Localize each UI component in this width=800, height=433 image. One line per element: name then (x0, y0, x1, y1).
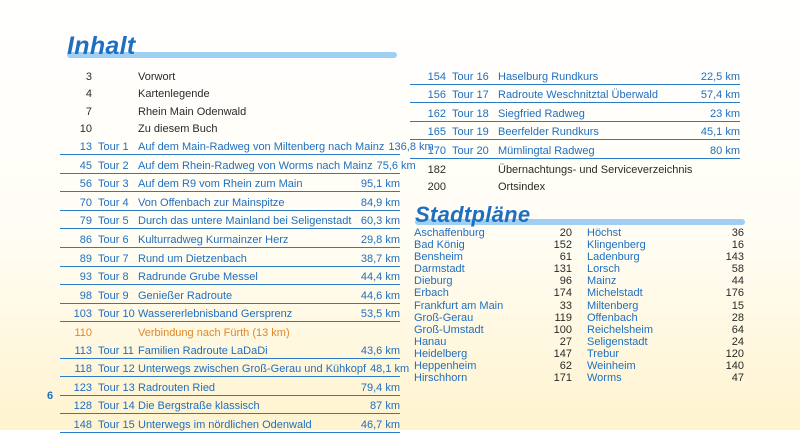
city-page: 96 (559, 275, 572, 288)
contents-entry (410, 177, 740, 195)
entry-page: 13 (79, 140, 92, 153)
entry-page: 113 (74, 344, 92, 357)
city-name: Höchst (587, 227, 622, 239)
city-name: Weinheim (587, 360, 636, 373)
tour-entry (410, 66, 740, 85)
entry-tour: Tour 19 (452, 126, 489, 139)
entry-page: 98 (79, 289, 92, 302)
entry-distance: 29,8 km (360, 233, 400, 246)
city-name: Ladenburg (587, 251, 640, 264)
city-name: Trebur (587, 347, 619, 360)
tour-entry (60, 211, 400, 230)
entry-page: 182 (427, 163, 446, 176)
city-name: Groß-Gerau (414, 311, 474, 324)
entry-tour: Tour 9 (98, 289, 129, 302)
tour-entry (410, 103, 740, 122)
entry-distance: 22,5 km (700, 70, 740, 83)
tour-entry (60, 248, 400, 267)
entry-page: 123 (73, 381, 92, 394)
entry-tour: Tour 18 (452, 107, 489, 120)
tour-entry (60, 285, 400, 304)
tour-entry (60, 396, 400, 415)
city-map-entry (587, 348, 744, 360)
entry-tour: Tour 10 (98, 308, 135, 321)
entry-distance: 84,9 km (360, 196, 400, 209)
city-page: 100 (553, 323, 572, 336)
entry-title: Rhein Main Odenwald (138, 105, 247, 118)
tour-entry (410, 140, 740, 159)
city-name: Bensheim (414, 251, 463, 264)
entry-title: Zu diesem Buch (138, 123, 218, 136)
tour-entry (60, 377, 400, 396)
contents-entry (410, 159, 740, 177)
city-page: 143 (725, 251, 744, 264)
city-page: 24 (731, 335, 744, 348)
tour-entry (60, 136, 434, 155)
city-name: Hirschhorn (414, 372, 468, 385)
entry-distance: 38,7 km (360, 252, 400, 265)
contents-entry (60, 66, 400, 84)
city-map-entry (587, 239, 744, 251)
tour-entry (60, 304, 400, 323)
entry-distance: 57,4 km (700, 89, 740, 102)
city-page: 119 (554, 311, 572, 324)
contents-entry (60, 322, 400, 340)
entry-title: Wassererlebnisband Gersprenz (138, 308, 293, 321)
city-page: 131 (553, 263, 572, 276)
city-page: 61 (559, 251, 572, 264)
city-name: Reichelsheim (587, 323, 654, 336)
city-name: Worms (587, 372, 622, 385)
entry-title: Familien Radroute LaDaDi (138, 344, 268, 357)
entry-page: 7 (85, 105, 92, 118)
entry-title: Auf dem R9 vom Rhein zum Main (138, 178, 303, 191)
entry-title: Radrouten Ried (138, 381, 216, 394)
city-map-entry (414, 287, 572, 299)
entry-title: Genießer Radroute (138, 289, 233, 302)
city-map-entry (587, 336, 744, 348)
city-page: 176 (725, 287, 744, 300)
city-page: 64 (731, 323, 744, 336)
entry-title: Unterwegs im nördlichen Odenwald (138, 418, 312, 431)
city-map-entry (587, 324, 744, 336)
entry-title: Radroute Weschnitztal Überwald (498, 89, 658, 102)
city-maps-list-a (414, 227, 572, 384)
entry-page: 4 (85, 88, 92, 101)
city-page: 33 (559, 299, 572, 312)
city-page: 28 (731, 311, 744, 324)
tour-entry (60, 155, 416, 174)
entry-title: Rund um Dietzenbach (138, 252, 247, 265)
city-map-entry (414, 275, 572, 287)
entry-tour: Tour 4 (98, 196, 129, 209)
entry-distance: 43,6 km (360, 344, 400, 357)
entry-tour: Tour 17 (452, 89, 489, 102)
city-name: Darmstadt (414, 263, 465, 276)
entry-distance: 53,5 km (360, 308, 400, 321)
city-page: 58 (731, 263, 744, 276)
contents-heading (67, 32, 135, 61)
entry-title: Kartenlegende (138, 88, 210, 101)
city-name: Groß-Umstadt (414, 323, 484, 336)
city-page: 171 (553, 372, 572, 385)
entry-title: Auf dem Main-Radweg von Miltenberg nach Mainz (138, 140, 385, 153)
tour-entry (60, 267, 400, 286)
city-page: 15 (731, 299, 744, 312)
entry-distance: 44,6 km (360, 289, 400, 302)
entry-tour: Tour 13 (98, 381, 135, 394)
entry-distance: 23 km (710, 107, 740, 120)
tour-entry (60, 192, 400, 211)
entry-distance: 44,4 km (360, 271, 400, 284)
city-map-entry (414, 300, 572, 312)
city-map-entry (414, 263, 572, 275)
entry-distance: 60,3 km (360, 215, 400, 228)
entry-distance: 136,8 km (388, 140, 434, 153)
tour-entry (60, 414, 400, 433)
contents-heading-text: Inhalt (67, 32, 136, 60)
entry-distance: 79,4 km (360, 381, 400, 394)
city-page: 47 (731, 372, 744, 385)
entry-page: 70 (79, 196, 92, 209)
entry-page: 93 (79, 271, 92, 284)
city-name: Miltenberg (587, 299, 639, 312)
city-name: Erbach (414, 287, 449, 300)
contents-entry (60, 119, 400, 137)
tour-entry (410, 122, 740, 141)
entry-page: 148 (73, 418, 92, 431)
entry-title: Durch das untere Mainland bei Seligenstadt (138, 215, 352, 228)
city-page: 140 (725, 360, 744, 373)
city-page: 36 (731, 227, 744, 239)
entry-tour: Tour 14 (98, 400, 135, 413)
city-name: Bad König (414, 239, 465, 252)
entry-title: Mümlingtal Radweg (498, 144, 595, 157)
entry-title: Radrunde Grube Messel (138, 271, 258, 284)
tour-entry (60, 174, 400, 193)
entry-title: Beerfelder Rundkurs (498, 126, 599, 139)
entry-tour: Tour 2 (98, 159, 129, 172)
city-map-entry (587, 251, 744, 263)
contents-entry (60, 101, 400, 119)
entry-page: 200 (427, 181, 446, 194)
entry-page: 118 (74, 363, 92, 376)
city-name: Michelstadt (587, 287, 643, 300)
entry-page: 103 (73, 308, 92, 321)
tour-entry (60, 340, 400, 359)
city-name: Heppenheim (414, 360, 477, 373)
entry-distance: 46,7 km (360, 418, 400, 431)
entry-tour: Tour 12 (98, 363, 135, 376)
city-map-entry (414, 360, 572, 372)
city-name: Frankfurt am Main (414, 299, 504, 312)
city-map-entry (587, 275, 744, 287)
entry-tour: Tour 6 (98, 233, 129, 246)
entry-page: 89 (79, 252, 92, 265)
entry-title: Übernachtungs- und Serviceverzeichnis (498, 163, 693, 176)
city-maps-list-b (587, 227, 744, 384)
city-map-entry (414, 251, 572, 263)
city-map-entry (587, 300, 744, 312)
contents-list-right (410, 66, 740, 194)
city-page: 174 (553, 287, 572, 300)
entry-tour: Tour 1 (98, 140, 129, 153)
city-page: 62 (559, 360, 572, 373)
city-name: Heidelberg (414, 347, 468, 360)
contents-entry (60, 84, 400, 102)
entry-distance: 48,1 km (370, 363, 410, 376)
entry-title: Vorwort (138, 70, 176, 83)
entry-tour: Tour 16 (452, 70, 489, 83)
entry-title: Siegfried Radweg (498, 107, 585, 120)
entry-page: 154 (427, 70, 446, 83)
entry-page: 162 (427, 107, 446, 120)
entry-page: 10 (79, 123, 92, 136)
entry-title: Unterwegs zwischen Groß-Gerau und Kühkopf (138, 363, 367, 376)
entry-page: 156 (427, 89, 446, 102)
entry-title: Ortsindex (498, 181, 546, 194)
entry-title: Kulturradweg Kurmainzer Herz (138, 233, 289, 246)
city-maps-heading (415, 202, 530, 228)
city-name: Dieburg (414, 275, 453, 288)
entry-distance: 87 km (370, 400, 400, 413)
city-page: 147 (553, 347, 572, 360)
entry-distance: 75,6 km (376, 159, 416, 172)
entry-title: Haselburg Rundkurs (498, 70, 599, 83)
city-map-entry (414, 336, 572, 348)
entry-page: 86 (79, 233, 92, 246)
entry-tour: Tour 15 (98, 418, 135, 431)
entry-distance: 80 km (710, 144, 740, 157)
entry-tour: Tour 5 (98, 215, 129, 228)
entry-title: Auf dem Rhein-Radweg von Worms nach Mainz (138, 159, 373, 172)
tour-entry (60, 359, 410, 378)
entry-page: 79 (79, 215, 92, 228)
city-page: 120 (725, 347, 744, 360)
city-name: Aschaffenburg (414, 227, 485, 239)
entry-page: 170 (427, 144, 446, 157)
city-name: Hanau (414, 335, 447, 348)
city-map-entry (414, 324, 572, 336)
entry-tour: Tour 3 (98, 178, 129, 191)
city-map-entry (587, 360, 744, 372)
entry-page: 45 (79, 159, 92, 172)
city-maps-heading-text: Stadtpläne (415, 202, 531, 227)
city-name: Seligenstadt (587, 335, 648, 348)
city-map-entry (587, 312, 744, 324)
city-map-entry (587, 372, 744, 384)
city-name: Mainz (587, 275, 617, 288)
entry-tour: Tour 8 (98, 271, 129, 284)
city-page: 16 (731, 239, 744, 252)
entry-tour: Tour 20 (452, 144, 489, 157)
entry-page: 3 (85, 70, 92, 83)
entry-tour: Tour 11 (98, 344, 134, 357)
tour-entry (410, 85, 740, 104)
city-map-entry (587, 287, 744, 299)
city-page: 152 (553, 239, 572, 252)
entry-page: 165 (427, 126, 446, 139)
city-map-entry (414, 239, 572, 251)
entry-distance: 95,1 km (360, 178, 400, 191)
tour-entry (60, 229, 400, 248)
city-map-entry (587, 263, 744, 275)
city-map-entry (587, 227, 744, 239)
city-page: 20 (559, 227, 572, 239)
entry-tour: Tour 7 (98, 252, 129, 265)
city-name: Klingenberg (587, 239, 646, 252)
city-map-entry (414, 372, 572, 384)
entry-title: Von Offenbach zur Mainspitze (138, 196, 285, 209)
city-name: Lorsch (587, 263, 621, 276)
city-map-entry (414, 227, 572, 239)
entry-distance: 45,1 km (700, 126, 740, 139)
entry-page: 110 (74, 326, 92, 339)
entry-page: 56 (79, 178, 92, 191)
city-page: 44 (731, 275, 744, 288)
city-map-entry (414, 312, 572, 324)
page-number: 6 (47, 390, 54, 402)
entry-page: 128 (73, 400, 92, 413)
city-page: 27 (559, 335, 572, 348)
city-map-entry (414, 348, 572, 360)
city-name: Offenbach (587, 311, 638, 324)
entry-title: Die Bergstraße klassisch (138, 400, 260, 413)
entry-title: Verbindung nach Fürth (13 km) (138, 326, 290, 339)
